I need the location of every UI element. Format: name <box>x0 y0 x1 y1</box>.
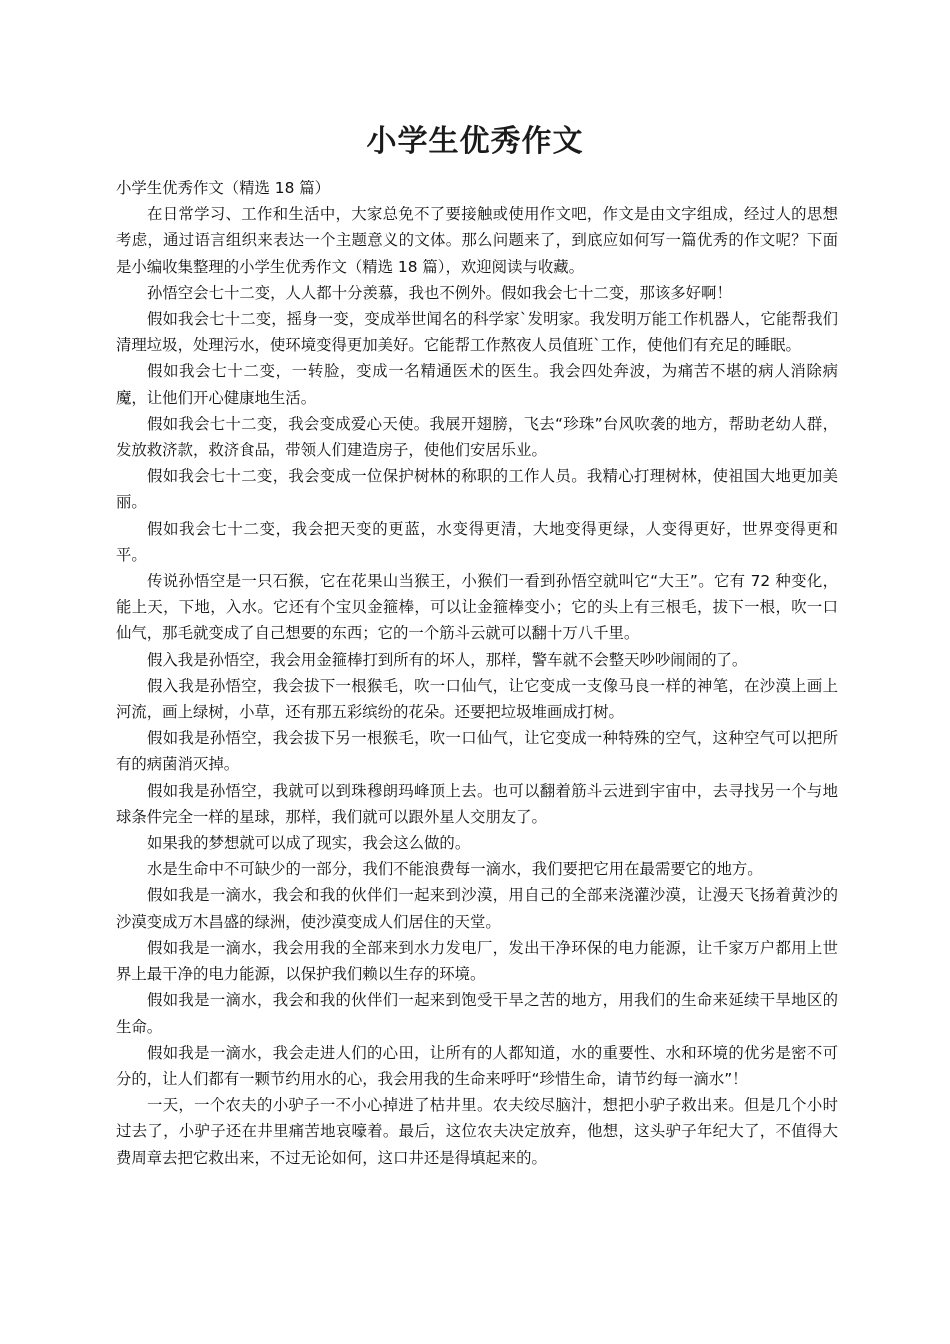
paragraph: 假如我会七十二变，我会把天变的更蓝，水变得更清，大地变得更绿，人变得更好，世界变得更和平。 <box>116 519 838 564</box>
paragraph: 假如我是一滴水，我会用我的全部来到水力发电厂，发出干净环保的电力能源，让千家万户都用上世界上最干净的电力能源，以保护我们赖以生存的环境。 <box>116 938 838 984</box>
paragraph: 假入我是孙悟空，我会用金箍棒打到所有的坏人，那样，警车就不会整天吵吵闹闹的了。 <box>147 650 748 669</box>
paragraph: 假如我会七十二变，我会变成爱心天使。我展开翅膀，飞去“珍珠”台风吹袭的地方，帮助老幼人群，发放救济款，救济食品，带领人们建造房子，使他们安居乐业。 <box>116 414 838 460</box>
paragraph: 在日常学习、工作和生活中，大家总免不了要接触或使用作文吧，作文是由文字组成，经过人的思想考虑，通过语言组织来表达一个主题意义的文体。那么问题来了，到底应如何写一篇优秀的作文呢？下面是小编收集整理的小学生优秀作文（精选 18 篇），欢迎阅读与收藏。 <box>116 205 838 276</box>
paragraph: 水是生命中不可缺少的一部分，我们不能浪费每一滴水，我们要把它用在最需要它的地方。 <box>147 860 763 879</box>
paragraph: 假入我是孙悟空，我会拔下一根猴毛，吹一口仙气，让它变成一支像马良一样的神笔，在沙漠上画上河流，画上绿树，小草，还有那五彩缤纷的花朵。还要把垃圾堆画成打树。 <box>116 676 838 722</box>
paragraph: 假如我会七十二变，我会变成一位保护树林的称职的工作人员。我精心打理树林，使祖国大地更加美丽。 <box>116 467 838 512</box>
paragraph: 传说孙悟空是一只石猴，它在花果山当猴王，小猴们一看到孙悟空就叫它“大王”。它有 72 种变化，能上天，下地，入水。它还有个宝贝金箍棒，可以让金箍棒变小；它的头上有三根毛，拔下一根，吹一口仙气，那毛就变成了自己想要的东西；它的一个筋斗云就可以翻十万八千里。 <box>116 572 838 643</box>
paragraph: 孙悟空会七十二变，人人都十分羡慕，我也不例外。假如我会七十二变，那该多好啊！ <box>147 283 732 302</box>
paragraph: 假如我是孙悟空，我会拔下另一根猴毛，吹一口仙气，让它变成一种特殊的空气，这种空气可以把所有的病菌消灭掉。 <box>116 729 838 774</box>
paragraph: 如果我的梦想就可以成了现实，我会这么做的。 <box>147 834 471 853</box>
paragraph: 假如我会七十二变，摇身一变，变成举世闻名的科学家`发明家。我发明万能工作机器人，它能帮我们清理垃圾，处理污水，使环境变得更加美好。它能帮工作熬夜人员值班`工作，使他们有充足的睡眠。 <box>116 310 838 355</box>
document-title: 小学生优秀作文 <box>366 124 584 160</box>
paragraph: 假如我是一滴水，我会走进人们的心田，让所有的人都知道，水的重要性、水和环境的优劣是密不可分的，让人们都有一颗节约用水的心，我会用我的生命来呼吁“珍惜生命，请节约每一滴水”！ <box>116 1043 838 1088</box>
paragraph: 假如我是一滴水，我会和我的伙伴们一起来到沙漠，用自己的全部来浇灌沙漠，让漫天飞扬着黄沙的沙漠变成万木昌盛的绿洲，使沙漠变成人们居住的天堂。 <box>116 886 838 931</box>
paragraph: 假如我是孙悟空，我就可以到珠穆朗玛峰顶上去。也可以翻着筋斗云进到宇宙中，去寻找另一个与地球条件完全一样的星球，那样，我们就可以跟外星人交朋友了。 <box>116 781 838 826</box>
paragraph: 假如我是一滴水，我会和我的伙伴们一起来到饱受干旱之苦的地方，用我们的生命来延续干旱地区的生命。 <box>116 991 838 1036</box>
document-subtitle: 小学生优秀作文（精选 18 篇） <box>116 179 331 197</box>
document-body <box>116 175 838 1171</box>
paragraph: 一天，一个农夫的小驴子一不小心掉进了枯井里。农夫绞尽脑汁，想把小驴子救出来。但是几个小时过去了，小驴子还在井里痛苦地哀嚎着。最后，这位农夫决定放弃，他想，这头驴子年纪大了，不值得大费周章去把它救出来，不过无论如何，这口井还是得填起来的。 <box>116 1096 838 1167</box>
paragraph: 假如我会七十二变，一转脸，变成一名精通医术的医生。我会四处奔波，为痛苦不堪的病人消除病魔，让他们开心健康地生活。 <box>116 362 838 407</box>
